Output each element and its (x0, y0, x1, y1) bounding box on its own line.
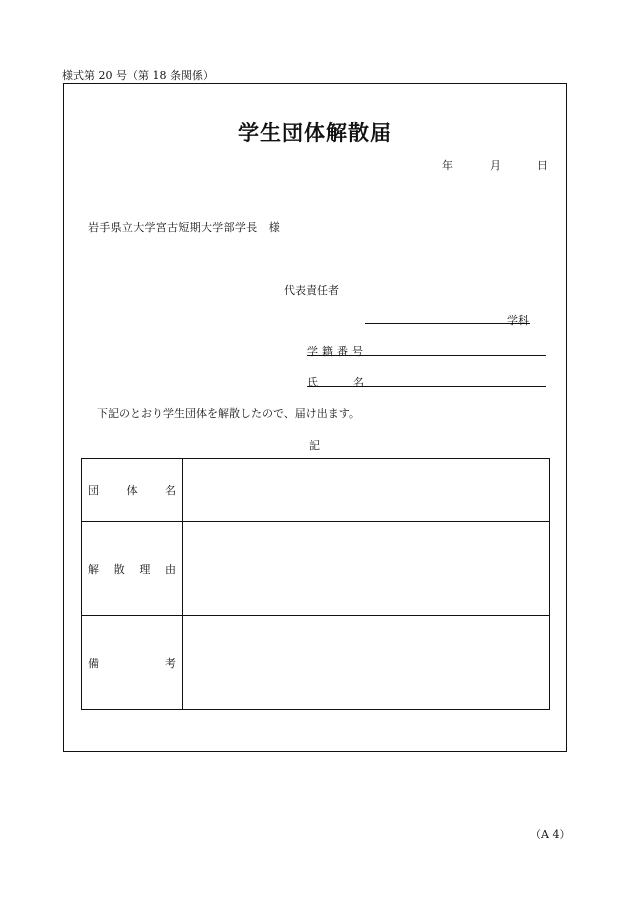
statement: 下記のとおり学生団体を解散したので、届け出ます。 (97, 407, 360, 420)
name-label-char: 名 (353, 376, 364, 389)
department-underline (365, 323, 530, 324)
date-day-label: 日 (537, 159, 548, 172)
date-month-label: 月 (490, 159, 501, 172)
table-row (82, 459, 550, 522)
student-number-label (307, 343, 363, 359)
student-number-char: 学 (307, 345, 318, 358)
name-underline (307, 386, 546, 387)
paper-size-note: （A 4） (530, 828, 571, 841)
student-number-char: 籍 (322, 345, 333, 358)
name-label-char: 氏 (307, 376, 318, 389)
addressee: 岩手県立大学宮古短期大学部学長 様 (88, 221, 281, 234)
table-row (82, 616, 550, 710)
table-row (82, 522, 550, 616)
form-number: 様式第 20 号（第 18 条関係） (62, 69, 214, 82)
student-number-char: 号 (352, 345, 363, 358)
student-number-char: 番 (337, 345, 348, 358)
group-name-field[interactable] (183, 459, 550, 522)
remarks-field[interactable] (183, 616, 550, 710)
group-name-label: 団 体 名 (82, 459, 183, 522)
department-suffix: 学科 (507, 314, 529, 327)
details-table (81, 458, 550, 710)
student-number-underline (307, 355, 546, 356)
representative-heading: 代表責任者 (284, 284, 339, 297)
remarks-label: 備 考 (82, 616, 183, 710)
reason-field[interactable] (183, 522, 550, 616)
reason-label: 解 散 理 由 (82, 522, 183, 616)
form-title: 学生団体解散届 (238, 120, 392, 145)
ki-heading: 記 (309, 439, 320, 452)
date-year-label: 年 (442, 159, 453, 172)
